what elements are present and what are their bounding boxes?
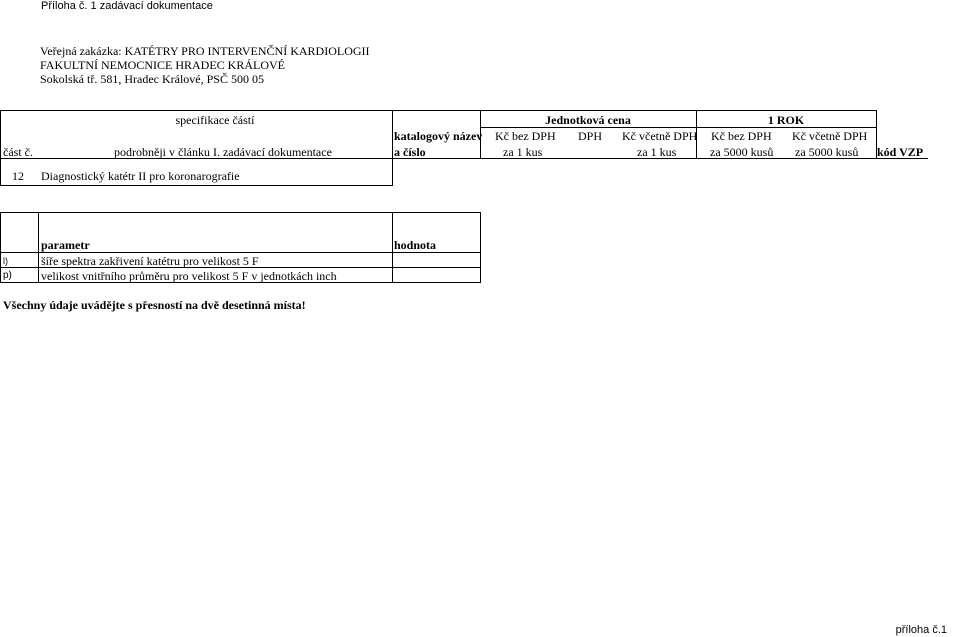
param-row-label: velikost vnitřního průměru pro velikost 5 F v jednotkách inch <box>41 269 337 283</box>
vzp-code-header: kód VZP <box>877 145 924 159</box>
year-header: 1 ROK <box>767 113 805 127</box>
per-5000-excl-header: za 5000 kusů <box>710 145 774 159</box>
tender-title: Veřejná zakázka: KATÉTRY PRO INTERVENČNÍ KARDIOLOGII <box>40 44 370 58</box>
vat-header: DPH <box>578 129 603 143</box>
details-header: podrobněji v článku I. zadávací dokumentace <box>114 145 332 159</box>
table-row-part-name: Diagnostický katétr II pro koronarografie <box>41 169 240 183</box>
catalog-name-header: katalogový název <box>394 129 483 143</box>
precision-note: Všechny údaje uvádějte s přesností na dvě desetinná místa! <box>3 298 306 312</box>
hospital-name: FAKULTNÍ NEMOCNICE HRADEC KRÁLOVÉ <box>40 58 285 72</box>
hospital-address: Sokolská tř. 581, Hradec Králové, PSČ 500 05 <box>40 72 264 86</box>
attachment-label: Příloha č. 1 zadávací dokumentace <box>41 0 213 12</box>
per-5000-incl-header: za 5000 kusů <box>795 145 859 159</box>
unit-price-header: Jednotková cena <box>545 113 631 127</box>
price-incl-vat-header: Kč včetně DPH <box>622 129 698 143</box>
catalog-number-header: a číslo <box>394 145 426 159</box>
part-number-header: část č. <box>3 145 33 159</box>
param-row-label: šíře spektra zakřivení katétru pro velikost 5 F <box>41 254 259 268</box>
price-excl-vat-header: Kč bez DPH <box>495 129 556 143</box>
per-piece-excl-header: za 1 kus <box>503 145 543 159</box>
spec-parts-header: specifikace částí <box>175 113 255 127</box>
value-header: hodnota <box>394 238 437 252</box>
param-row-key: l) <box>3 256 8 266</box>
year-price-incl-vat-header: Kč včetně DPH <box>792 129 868 143</box>
parameter-header: parametr <box>41 238 90 252</box>
page-footer: příloha č.1 <box>895 624 947 636</box>
param-row-key: p) <box>3 270 12 281</box>
per-piece-incl-header: za 1 kus <box>637 145 677 159</box>
table-row-part-number: 12 <box>12 169 24 183</box>
year-price-excl-vat-header: Kč bez DPH <box>711 129 772 143</box>
